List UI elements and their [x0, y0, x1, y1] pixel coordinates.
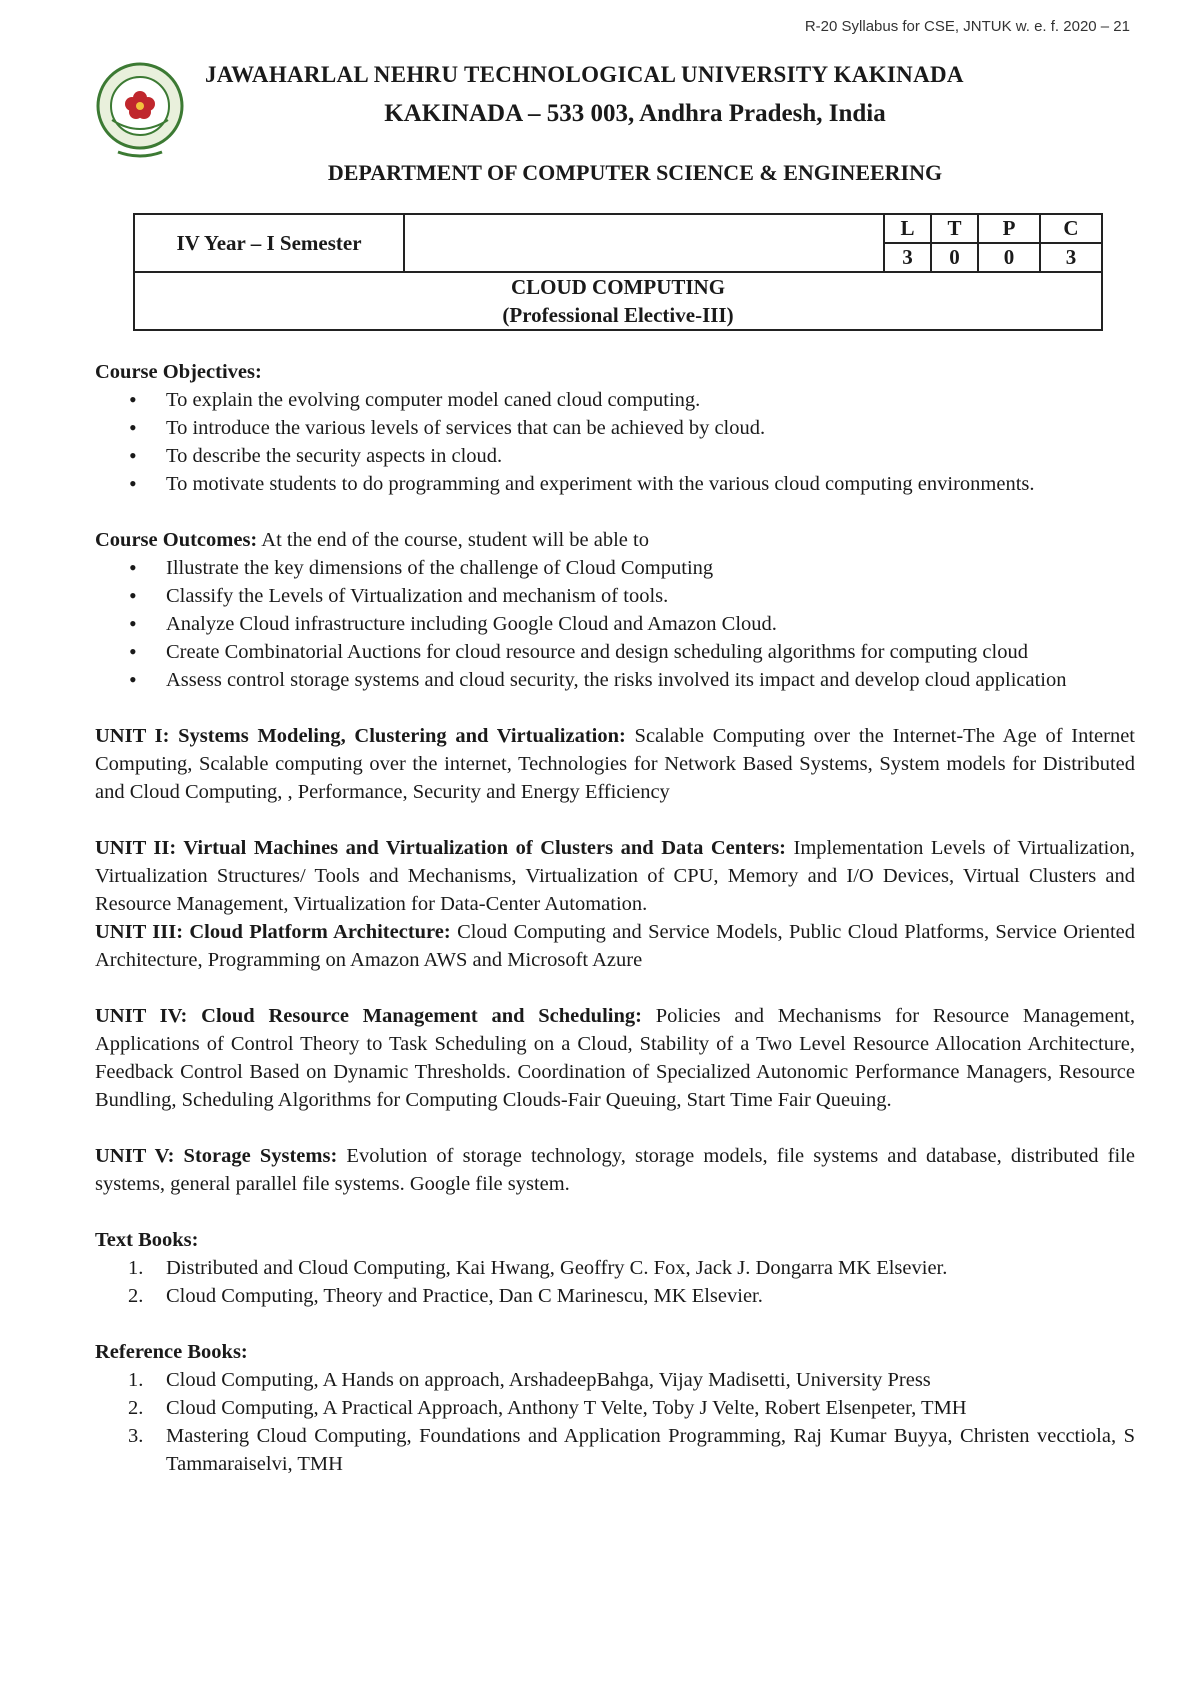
list-item: 1. Cloud Computing, A Hands on approach, ArshadeepBahga, Vijay Madisetti, University Press — [128, 1369, 931, 1391]
objectives-heading: Course Objectives: — [95, 361, 262, 383]
unit-title: UNIT IV: Cloud Resource Management and Scheduling: — [95, 1005, 642, 1027]
running-header: R-20 Syllabus for CSE, JNTUK w. e. f. 2020 – 21 — [804, 18, 1130, 35]
list-item: 1. Distributed and Cloud Computing, Kai Hwang, Geoffry C. Fox, Jack J. Dongarra MK Elsevier. — [128, 1257, 948, 1279]
text-books-heading: Text Books: — [95, 1229, 199, 1251]
book-title: Cloud Computing, A Practical Approach, Anthony T Velte, Toby J Velte, Robert Elsenpeter, TMH — [166, 1397, 967, 1419]
book-title: Cloud Computing, Theory and Practice, Dan C Marinescu, MK Elsevier. — [166, 1285, 763, 1307]
unit-body: Scalable Computing over the Internet-The Age of Internet Computing, Scalable computing over the internet, Technologies for Network Based Systems, System models for Distributed and Cloud Computing, , Performance, Security and Energy Efficiency — [95, 725, 1135, 803]
outcomes-heading-line — [95, 526, 1135, 554]
list-item: 2. Cloud Computing, Theory and Practice, Dan C Marinescu, MK Elsevier. — [128, 1285, 763, 1307]
reference-books-list — [95, 1366, 1135, 1478]
ltpc-header-c: C — [1040, 214, 1102, 243]
unit-title: UNIT II: Virtual Machines and Virtualization of Clusters and Data Centers: — [95, 837, 786, 859]
university-name: JAWAHARLAL NEHRU TECHNOLOGICAL UNIVERSITY KAKINADA — [205, 62, 964, 87]
course-title-cell — [134, 272, 1102, 330]
outcomes-intro: At the end of the course, student will be able to — [257, 529, 649, 551]
list-item: • To introduce the various levels of services that can be achieved by cloud. — [166, 414, 1135, 442]
unit-2 — [95, 834, 1135, 918]
unit-body: Cloud Computing and Service Models, Public Cloud Platforms, Service Oriented Architecture, Programming on Amazon AWS and Microsoft Azure — [95, 921, 1135, 971]
book-title: Cloud Computing, A Hands on approach, ArshadeepBahga, Vijay Madisetti, University Press — [166, 1369, 931, 1391]
list-item: • Assess control storage systems and cloud security, the risks involved its impact and develop cloud application — [166, 666, 1135, 694]
department-title: DEPARTMENT OF COMPUTER SCIENCE & ENGINEERING — [327, 160, 943, 185]
unit-title: UNIT I: Systems Modeling, Clustering and Virtualization: — [95, 725, 626, 747]
ltpc-value-t: 0 — [931, 243, 978, 272]
syllabus-content — [95, 358, 1135, 1478]
book-title: Mastering Cloud Computing, Foundations and Application Programming, Raj Kumar Buyya, Christen vecctiola, S Tammaraiselvi, TMH — [166, 1425, 1135, 1475]
list-item: • To motivate students to do programming and experiment with the various cloud computing environments. — [166, 470, 1135, 498]
list-item: • Illustrate the key dimensions of the challenge of Cloud Computing — [166, 554, 1135, 582]
unit-5 — [95, 1142, 1135, 1198]
objectives-list — [95, 386, 1135, 498]
list-item: • To explain the evolving computer model caned cloud computing. — [166, 386, 1135, 414]
unit-title: UNIT III: Cloud Platform Architecture: — [95, 921, 451, 943]
unit-title: UNIT V: Storage Systems: — [95, 1145, 338, 1167]
blank-cell — [404, 214, 884, 272]
unit-body: Implementation Levels of Virtualization, Virtualization Structures/ Tools and Mechanisms, Virtualization of CPU, Memory and I/O Devices, Virtual Clusters and Resource Management, Virtualization for Data-Center Automation. — [95, 837, 1135, 915]
university-address: KAKINADA – 533 003, Andhra Pradesh, India — [384, 100, 886, 127]
ltpc-header-t: T — [931, 214, 978, 243]
semester-cell: IV Year – I Semester — [134, 214, 404, 272]
unit-4 — [95, 1002, 1135, 1114]
list-item: 2. Cloud Computing, A Practical Approach, Anthony T Velte, Toby J Velte, Robert Elsenpeter, TMH — [128, 1397, 967, 1419]
text-books-list — [95, 1254, 1135, 1310]
list-item: • Create Combinatorial Auctions for cloud resource and design scheduling algorithms for computing cloud — [166, 638, 1135, 666]
reference-books-heading: Reference Books: — [95, 1341, 248, 1363]
outcomes-heading: Course Outcomes: — [95, 529, 258, 551]
list-item: • To describe the security aspects in cloud. — [166, 442, 1135, 470]
unit-1 — [95, 722, 1135, 806]
unit-body: Policies and Mechanisms for Resource Management, Applications of Control Theory to Task Scheduling on a Cloud, Stability of a Two Level Resource Allocation Architecture, Feedback Control Based on Dynamic Thresholds. Coordination of Specialized Autonomic Performance Managers, Resource Bundling, Scheduling Algorithms for Computing Clouds-Fair Queuing, Start Time Fair Queuing. — [95, 1005, 1135, 1111]
list-item: 3. Mastering Cloud Computing, Foundations and Application Programming, Raj Kumar Buyya, Christen vecctiola, S Tammaraiselvi, TMH — [128, 1425, 1135, 1475]
ltpc-value-c: 3 — [1040, 243, 1102, 272]
list-item: • Classify the Levels of Virtualization and mechanism of tools. — [166, 582, 1135, 610]
course-table — [133, 213, 1103, 331]
ltpc-header-p: P — [978, 214, 1040, 243]
list-item: • Analyze Cloud infrastructure including Google Cloud and Amazon Cloud. — [166, 610, 1135, 638]
ltpc-value-l: 3 — [884, 243, 931, 272]
unit-3 — [95, 918, 1135, 974]
unit-body: Evolution of storage technology, storage models, file systems and database, distributed file systems, general parallel file systems. Google file system. — [95, 1145, 1136, 1195]
outcomes-list — [95, 554, 1135, 694]
course-subtitle: (Professional Elective-III) — [502, 303, 734, 327]
ltpc-header-l: L — [884, 214, 931, 243]
course-title: CLOUD COMPUTING — [510, 275, 726, 299]
book-title: Distributed and Cloud Computing, Kai Hwang, Geoffry C. Fox, Jack J. Dongarra MK Elsevier. — [166, 1257, 948, 1279]
ltpc-value-p: 0 — [978, 243, 1040, 272]
